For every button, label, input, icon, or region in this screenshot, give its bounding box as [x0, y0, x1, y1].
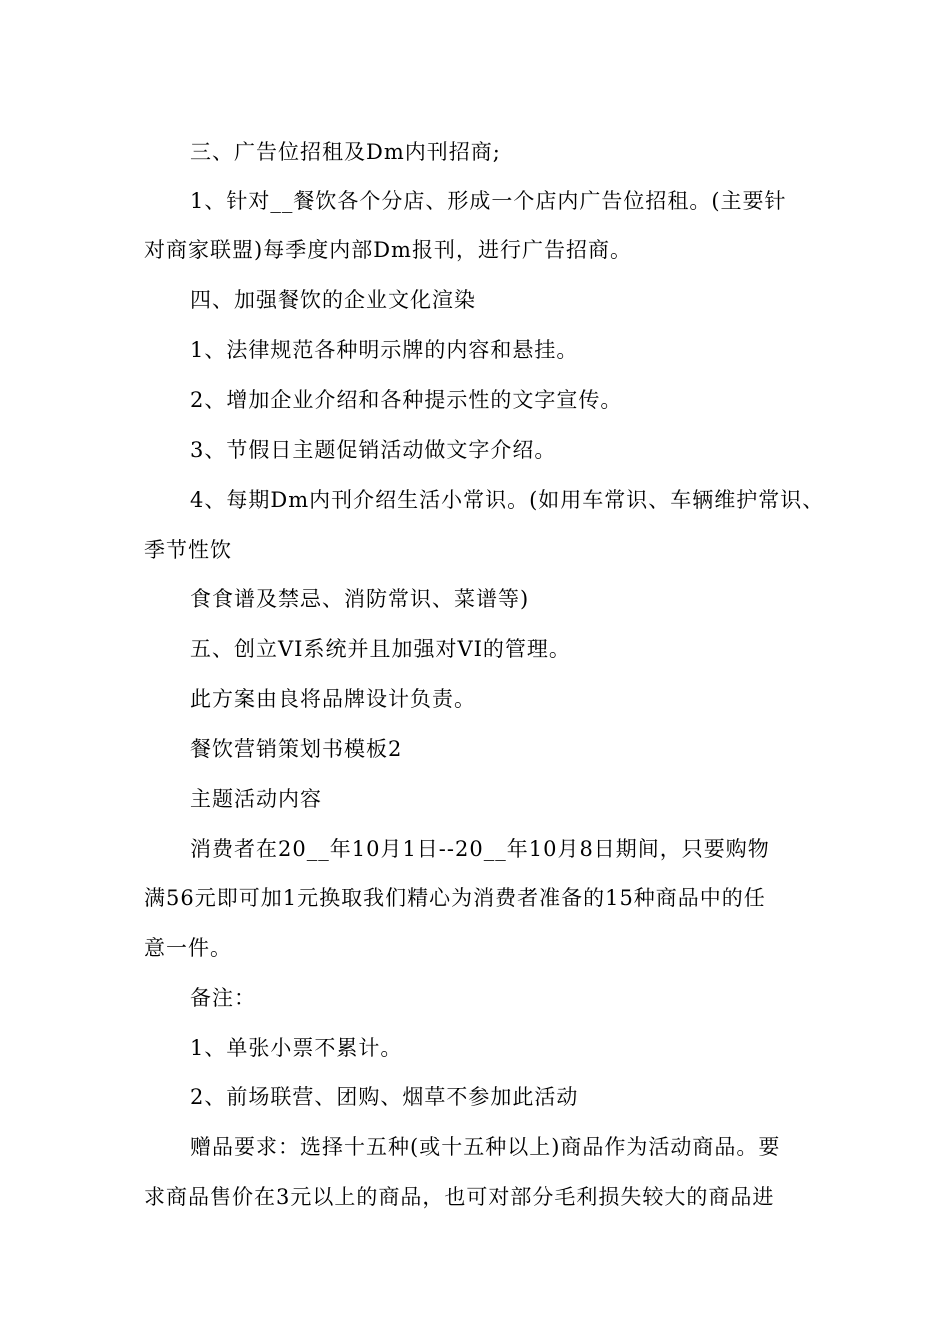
text-line: 主题活动内容	[190, 787, 322, 811]
text-line: 季节性饮	[144, 538, 232, 562]
text-line: 三、广告位招租及Dm内刊招商;	[190, 140, 501, 164]
text-line: 1、针对__餐饮各个分店、形成一个店内广告位招租。(主要针	[190, 189, 787, 213]
text-line: 赠品要求：选择十五种(或十五种以上)商品作为活动商品。要	[190, 1135, 781, 1159]
text-line: 2、前场联营、团购、烟草不参加此活动	[190, 1085, 579, 1109]
text-line: 备注：	[190, 986, 256, 1010]
text-line: 此方案由良将品牌设计负责。	[190, 687, 476, 711]
text-line: 对商家联盟)每季度内部Dm报刊，进行广告招商。	[144, 238, 632, 262]
text-line: 意一件。	[144, 936, 232, 960]
text-line: 2、增加企业介绍和各种提示性的文字宣传。	[190, 388, 623, 412]
text-line: 1、法律规范各种明示牌的内容和悬挂。	[190, 338, 579, 362]
text-line: 餐饮营销策划书模板2	[190, 737, 403, 761]
text-line: 五、创立VI系统并且加强对VI的管理。	[190, 637, 571, 661]
text-line: 求商品售价在3元以上的商品，也可对部分毛利损失较大的商品进	[144, 1185, 775, 1209]
text-line: 食食谱及禁忌、消防常识、菜谱等)	[190, 587, 530, 611]
text-line: 3、节假日主题促销活动做文字介绍。	[190, 438, 557, 462]
text-line: 消费者在20__年10月1日--20__年10月8日期间，只要购物	[190, 837, 770, 861]
text-line: 4、每期Dm内刊介绍生活小常识。(如用车常识、车辆维护常识、	[190, 488, 825, 512]
text-line: 满56元即可加1元换取我们精心为消费者准备的15种商品中的任	[144, 886, 766, 910]
text-line: 四、加强餐饮的企业文化渲染	[190, 288, 476, 312]
text-line: 1、单张小票不累计。	[190, 1036, 403, 1060]
